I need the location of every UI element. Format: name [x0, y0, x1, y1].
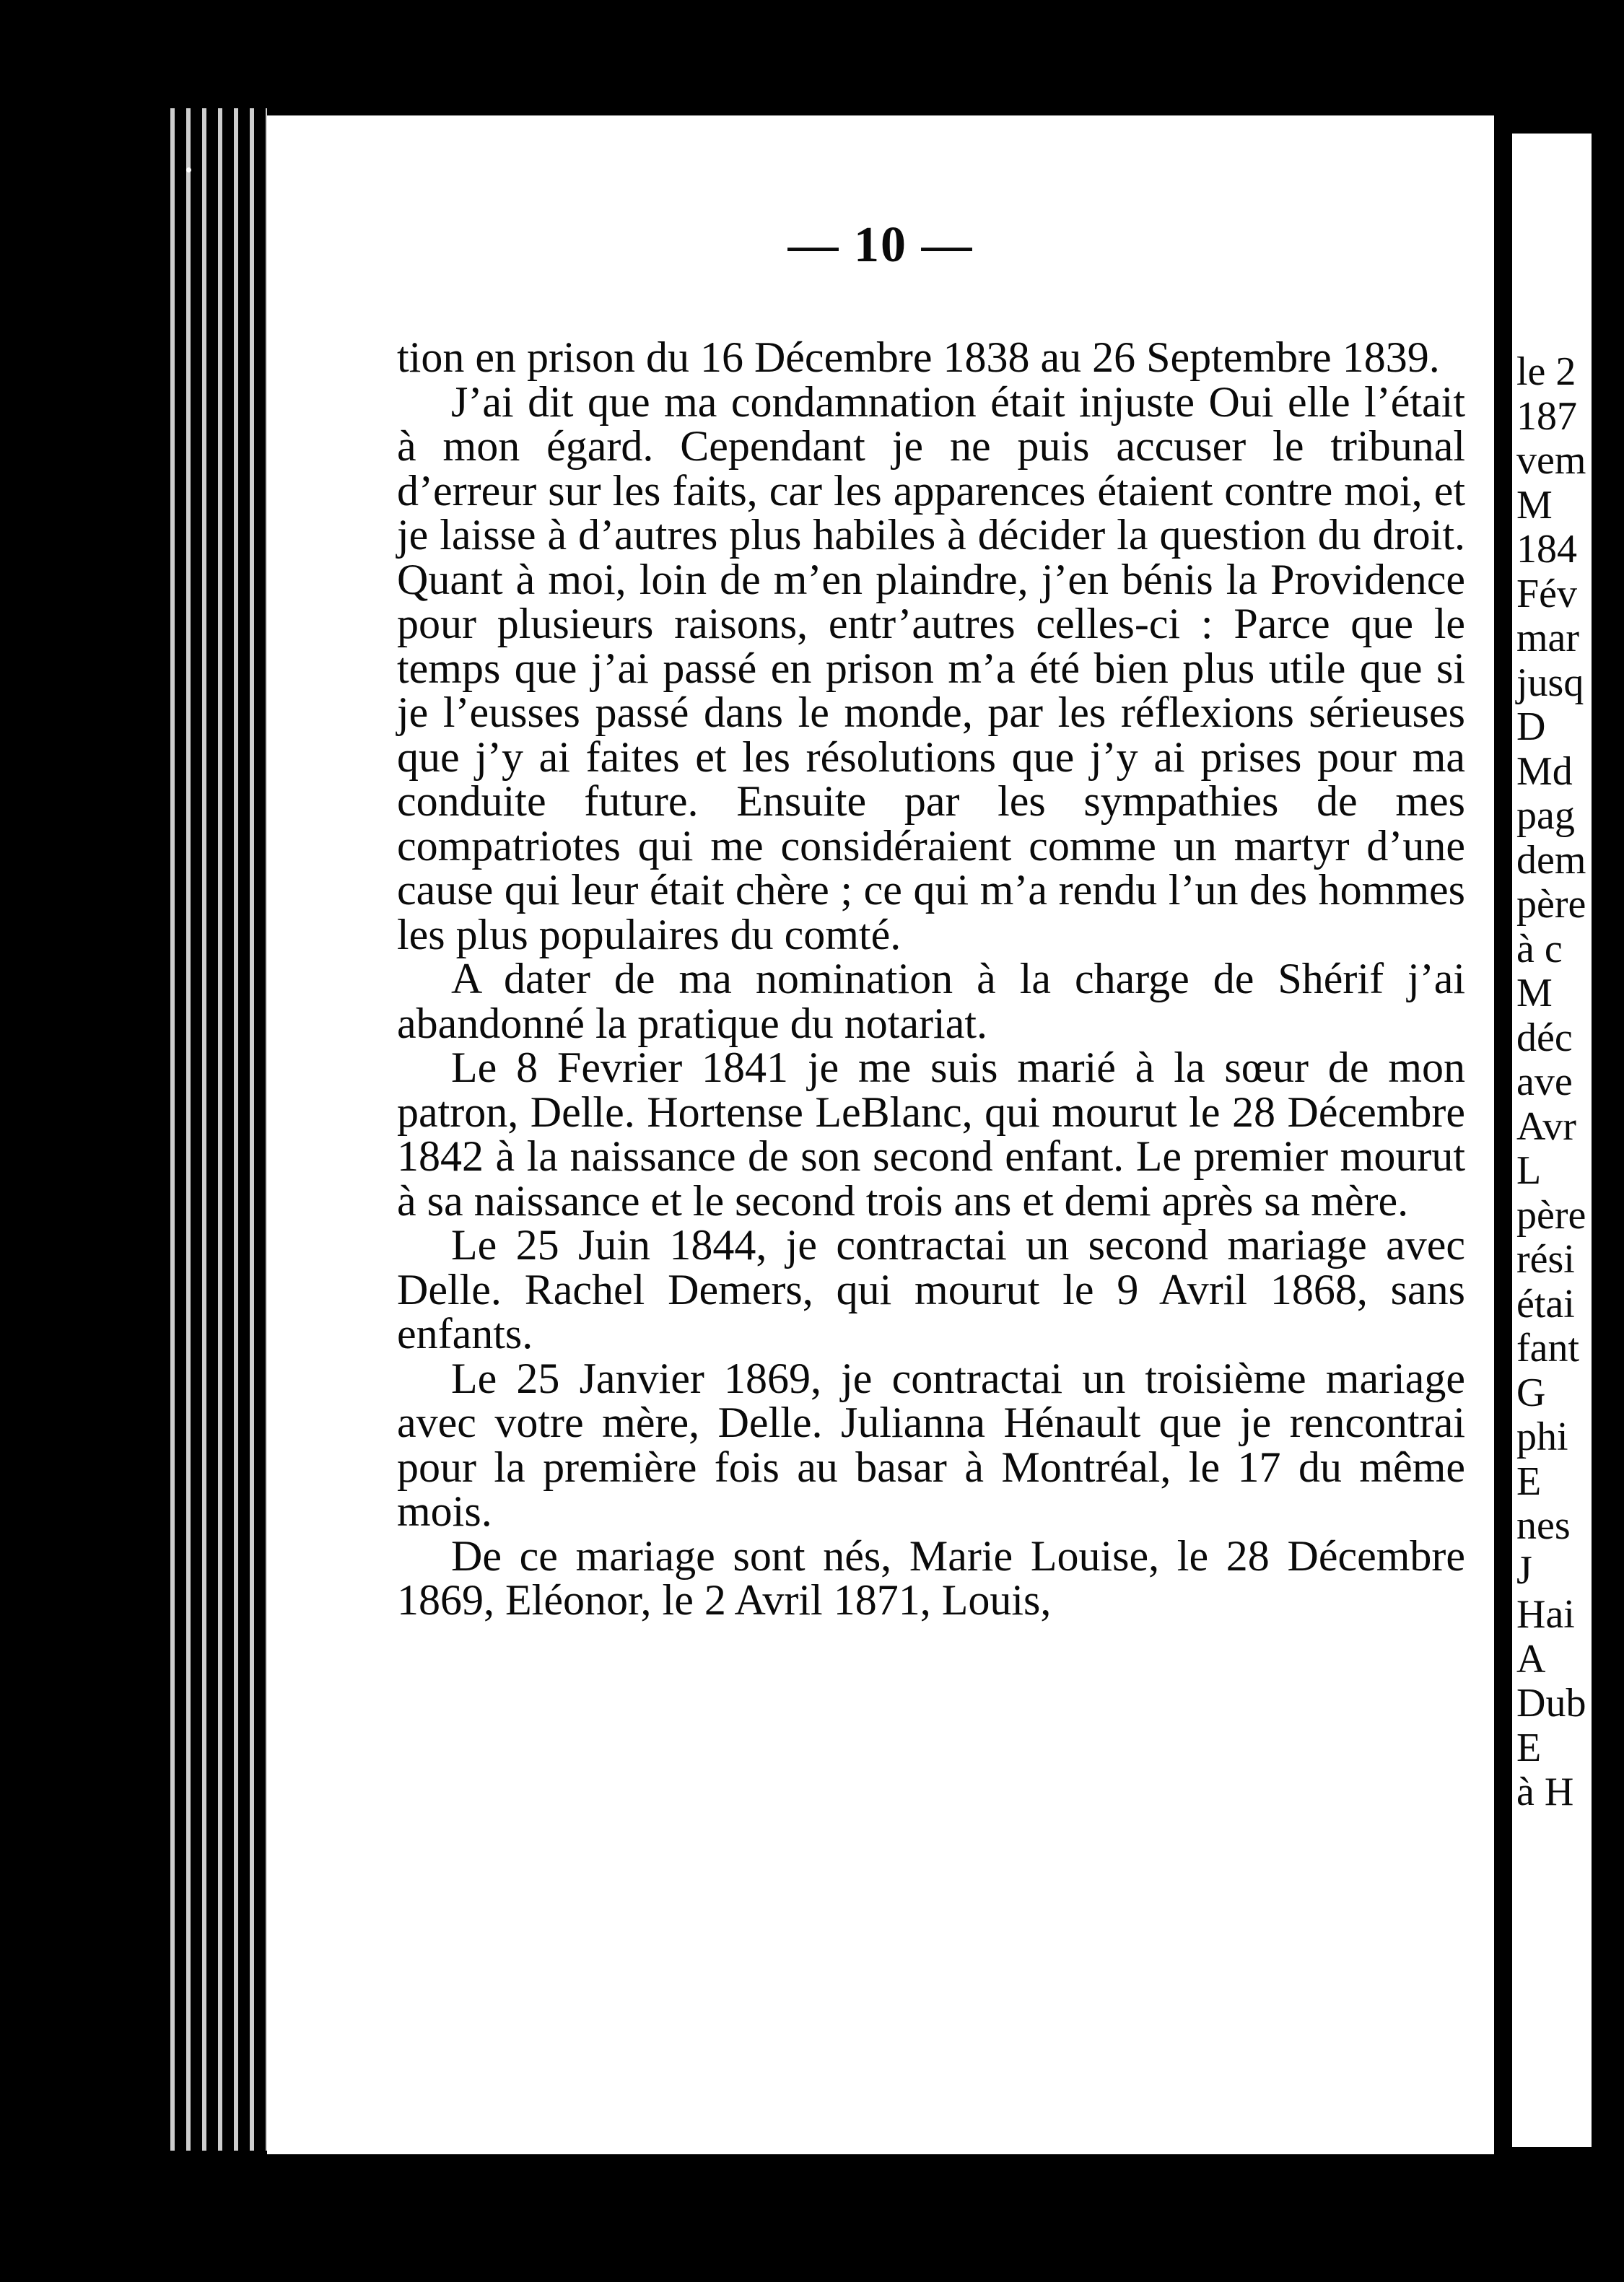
- scan-speck: [351, 1759, 356, 1765]
- next-page-fragment: G: [1516, 1370, 1546, 1415]
- paragraph-second-marriage: Le 25 Juin 1844, je contractai un second mariage avec Delle. Rachel Demers, qui mourut le 9 Avril 1868, sans enfants.: [397, 1221, 1465, 1358]
- next-page-fragment: mar: [1516, 616, 1580, 660]
- book-page: [267, 115, 1494, 2154]
- next-page-fragment: D: [1516, 704, 1546, 749]
- next-page-fragment: fant: [1516, 1326, 1580, 1370]
- next-page-fragment: le 2: [1516, 349, 1576, 394]
- next-page-fragment: pag: [1516, 793, 1575, 838]
- scan-speck: [338, 1920, 343, 1925]
- next-page-fragment: ave: [1516, 1059, 1573, 1104]
- paragraph-sheriff: A dater de ma nomination à la charge de Shérif j’ai abandonné la pratique du notariat.: [397, 955, 1465, 1047]
- next-page-fragment: vem: [1516, 438, 1586, 483]
- next-page-fragment: père: [1516, 882, 1586, 927]
- next-page-fragment: déc: [1516, 1015, 1573, 1060]
- page-body: [397, 333, 1465, 1624]
- next-page-fragment: Hai: [1516, 1592, 1575, 1637]
- next-page-fragment: à H: [1516, 1770, 1574, 1814]
- scan-speck: [186, 167, 191, 172]
- next-page-fragment: 184: [1516, 527, 1577, 572]
- next-page-fragment: L: [1516, 1148, 1542, 1193]
- paragraph-first-marriage: Le 8 Fevrier 1841 je me suis marié à la sœur de mon patron, Delle. Hortense LeBlanc, qui mourut le 28 Décembre 1842 à la naissance de son second enfant. Le premier mourut à sa naissance et le second trois ans et demi après sa mère.: [397, 1044, 1465, 1225]
- paragraph-children: De ce mariage sont nés, Marie Louise, le 28 Décembre 1869, Eléonor, le 2 Avril 1871, Louis,: [397, 1531, 1465, 1624]
- next-page-fragment: E: [1516, 1459, 1542, 1504]
- next-page-fragment: Dub: [1516, 1681, 1586, 1726]
- next-page-fragment: 187: [1516, 393, 1577, 439]
- paragraph-condemnation: J’ai dit que ma condamnation était injuste Oui elle l’était à mon égard. Cependant je ne puis accuser le tribunal d’erreur sur les faits, car les apparences étaient contre moi, et je laisse à d’autres plus habiles à décider la question du droit. Quant à moi, loin de m’en plaindre, j’en bénis la Providence pour plusieurs raisons, entr’autres celles-ci : Parce que le temps que j’ai passé en prison m’a été bien plus utile que si je l’eusses passé dans le monde, par les réflexions sérieuses que j’y ai faites et les résolutions que j’y ai prises pour ma conduite future. Ensuite par les sympathies de mes compatriotes qui me considéraient comme un martyr d’une cause qui leur était chère ; ce qui m’a rendu l’un des hommes les plus populaires du comté.: [397, 377, 1465, 958]
- scan-speck: [312, 1285, 317, 1290]
- next-page-fragment: Avr: [1516, 1103, 1576, 1149]
- next-page-fragment: père: [1516, 1192, 1586, 1238]
- book-binding-edge: [166, 108, 267, 2151]
- next-page-fragment: étai: [1516, 1281, 1575, 1326]
- next-page-fragment: rési: [1516, 1237, 1575, 1282]
- next-page-edge: [1512, 134, 1592, 2147]
- next-page-fragment: M: [1516, 482, 1553, 528]
- next-page-fragment: Md: [1516, 748, 1573, 794]
- next-page-fragment: J: [1516, 1547, 1532, 1593]
- paragraph-prison-dates: tion en prison du 16 Décembre 1838 au 26 Septembre 1839.: [397, 333, 1440, 381]
- next-page-fragments: [1512, 350, 1586, 1815]
- next-page-fragment: jusq: [1516, 660, 1584, 705]
- next-page-fragment: A: [1516, 1636, 1546, 1682]
- next-page-fragment: à c: [1516, 926, 1563, 971]
- next-page-fragment: Fév: [1516, 571, 1577, 616]
- scan-speck: [296, 671, 301, 676]
- paragraph-third-marriage: Le 25 Janvier 1869, je contractai un troisième mariage avec votre mère, Delle. Julianna Hénault que je rencontrai pour la première fois au basar à Montréal, le 17 du même mois.: [397, 1354, 1465, 1535]
- next-page-fragment: dem: [1516, 837, 1586, 883]
- next-page-fragment: phi: [1516, 1415, 1568, 1459]
- page-number: — 10 —: [787, 217, 974, 273]
- next-page-fragment: nes: [1516, 1503, 1571, 1548]
- next-page-fragment: E: [1516, 1725, 1542, 1770]
- next-page-fragment: M: [1516, 971, 1553, 1015]
